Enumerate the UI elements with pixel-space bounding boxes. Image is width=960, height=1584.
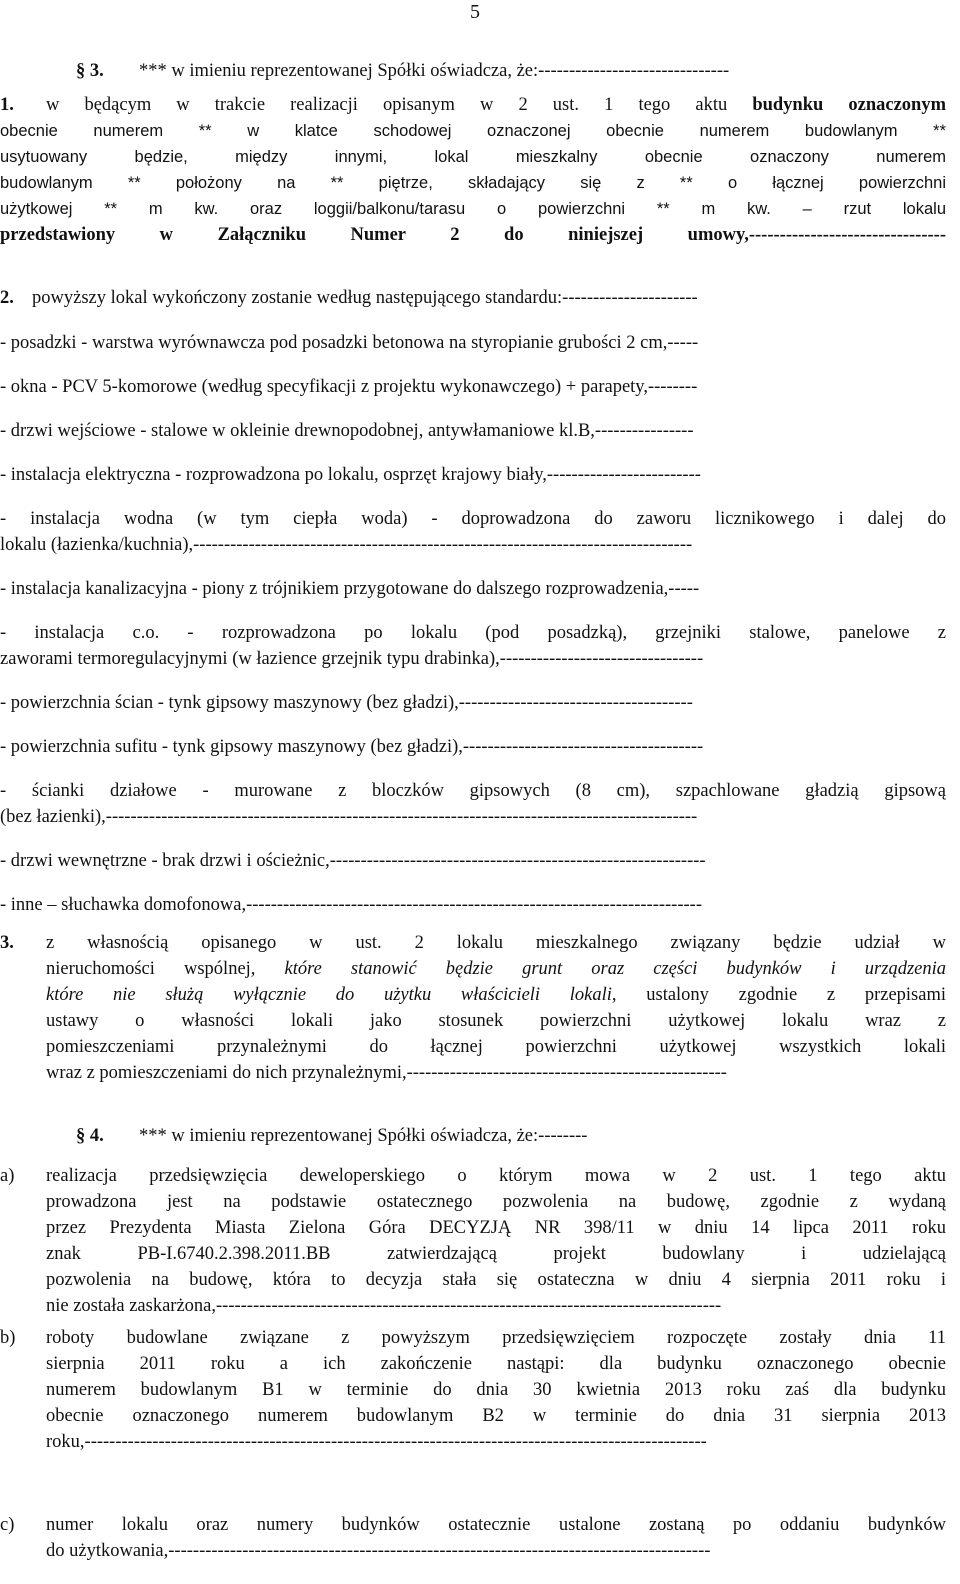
list-item: - instalacja elektryczna - rozprowadzona po lokalu, osprzęt krajowy biały,------------------------- (0, 465, 701, 485)
section-4-text: *** w imieniu reprezentowanej Spółki oświadcza, że:-------- (139, 1126, 588, 1146)
list-item: - inne – słuchawka domofonowa,-------------------------------------------------------------------------- (0, 895, 702, 915)
point-1-line: użytkowej ** m kw. oraz loggii/balkonu/tarasu o powierzchni ** m kw. – rzut lokalu (0, 200, 946, 218)
point-1-line: usytuowany będzie, między innymi, lokal mieszkalny obecnie oznaczony numerem (0, 148, 946, 166)
list-item: - ścianki działowe - murowane z bloczków gipsowych (8 cm), szpachlowane gładzią gipsową (0, 781, 946, 801)
list-item-continuation: (bez łazienki),------------------------------------------------------------------------------------------------ (0, 807, 698, 827)
italic-run: które nie służą wyłącznie do użytku właścicieli lokali (46, 985, 612, 1005)
item-b-body (46, 1325, 946, 1455)
item-c-marker: c) (0, 1515, 15, 1535)
point-1-line: obecnie numerem ** w klatce schodowej oznaczonej obecnie numerem budowlanym ** (0, 122, 946, 140)
item-a-line: znak PB-I.6740.2.398.2011.BB zatwierdzającą projekt budowlany i udzielającą (46, 1244, 946, 1264)
item-a-line: pozwolenia na budowę, która to decyzja stała się ostateczna w dniu 4 sierpnia 2011 roku i (46, 1270, 946, 1290)
point-1-line: w będącym w trakcie realizacji opisanym w 2 ust. 1 tego aktu budynku oznaczonym (46, 95, 946, 115)
point-3-line: z własnością opisanego w ust. 2 lokalu mieszkalnego związany będzie udział w (46, 933, 946, 953)
italic-run: które stanowić będzie grunt oraz części budynków i urządzenia (284, 959, 946, 979)
point-2-number: 2. (0, 288, 14, 308)
text-run: , ustalony zgodnie z przepisami (611, 985, 946, 1005)
list-item: - instalacja wodna (w tym ciepła woda) - doprowadzona do zaworu licznikowego i dalej do (0, 509, 946, 529)
standard-list (0, 330, 946, 918)
point-1-number: 1. (0, 95, 14, 115)
list-item: - instalacja c.o. - rozprowadzona po lokalu (pod posadzką), grzejniki stalowe, panelowe z (0, 623, 946, 643)
list-item: - drzwi wejściowe - stalowe w okleinie drewnopodobnej, antywłamaniowe kl.B,---------------- (0, 421, 694, 441)
item-a-line: przez Prezydenta Miasta Zielona Góra DECYZJĄ NR 398/11 w dniu 14 lipca 2011 roku (46, 1218, 946, 1238)
text-run: nieruchomości wspólnej, (46, 959, 285, 979)
point-3-line: wraz z pomieszczeniami do nich przynależnymi,---------------------------------------------------- (46, 1063, 727, 1083)
item-b-line: roku,----------------------------------------------------------------------------------------------------- (46, 1432, 707, 1452)
section-3-heading (76, 58, 729, 84)
item-b-line: sierpnia 2011 roku a ich zakończenie nastąpi: dla budynku oznaczonego obecnie (46, 1354, 946, 1374)
point-1 (46, 92, 946, 118)
item-c-line: do użytkowania,---------------------------------------------------------------------------------------- (46, 1541, 711, 1561)
point-3-line (46, 982, 946, 1008)
point-3-line: pomieszczeniami przynależnymi do łącznej powierzchni użytkowej wszystkich lokali (46, 1037, 946, 1057)
point-3-line (46, 956, 946, 982)
item-b-line: obecnie oznaczonego numerem budowlanym B2 w terminie do dnia 31 sierpnia 2013 (46, 1406, 946, 1426)
list-item: - powierzchnia sufitu - tynk gipsowy maszynowy (bez gładzi),--------------------------------------- (0, 737, 704, 757)
list-item-continuation: zaworami termoregulacyjnymi (w łazience grzejnik typu drabinka),--------------------------------- (0, 649, 704, 669)
section-3-number: § 3. (76, 61, 104, 81)
item-c-body (46, 1512, 946, 1564)
item-b-marker: b) (0, 1328, 16, 1348)
item-a-line: nie została zaskarżona,---------------------------------------------------------------------------------- (46, 1296, 722, 1316)
point-3-line: ustawy o własności lokali jako stosunek powierzchni użytkowej lokalu wraz z (46, 1011, 946, 1031)
list-item-continuation: lokalu (łazienka/kuchnia),--------------------------------------------------------------------------------- (0, 535, 693, 555)
page-number: 5 (470, 1, 480, 23)
item-b-line: numerem budowlanym B1 w terminie do dnia 30 kwietnia 2013 roku zaś dla budynku (46, 1380, 946, 1400)
item-a-body (46, 1163, 946, 1319)
point-1-body (0, 118, 946, 248)
item-a-marker: a) (0, 1166, 15, 1186)
point-3-number: 3. (0, 933, 14, 953)
list-item: - posadzki - warstwa wyrównawcza pod posadzki betonowa na styropianie grubości 2 cm,----- (0, 333, 699, 353)
point-2-intro: powyższy lokal wykończony zostanie według następującego standardu:---------------------- (32, 288, 698, 308)
list-item: - drzwi wewnętrzne - brak drzwi i ościeżnic,------------------------------------------------------------- (0, 851, 706, 871)
point-1-line: przedstawiony w Załączniku Numer 2 do niniejszej umowy,-------------------------------- (0, 225, 946, 245)
point-3-line-text (46, 959, 946, 979)
section-3-text: *** w imieniu reprezentowanej Spółki oświadcza, że:------------------------------- (139, 61, 730, 81)
list-item: - okna - PCV 5-komorowe (według specyfikacji z projektu wykonawczego) + parapety,-------- (0, 377, 698, 397)
item-c-line: numer lokalu oraz numery budynków ostatecznie ustalone zostaną po oddaniu budynków (46, 1515, 946, 1535)
point-3-line-text (46, 985, 946, 1005)
point-1-line: budowlanym ** położony na ** piętrze, składający się z ** o łącznej powierzchni (0, 174, 946, 192)
item-b-line: roboty budowlane związane z powyższym przedsięwzięciem rozpoczęte zostały dnia 11 (46, 1328, 946, 1348)
item-a-line: realizacja przedsięwzięcia deweloperskiego o którym mowa w 2 ust. 1 tego aktu (46, 1166, 946, 1186)
list-item: - powierzchnia ścian - tynk gipsowy maszynowy (bez gładzi),-------------------------------------- (0, 693, 693, 713)
point-3-body (46, 930, 946, 1086)
section-4-number: § 4. (76, 1126, 104, 1146)
item-a-line: prowadzona jest na podstawie ostatecznego pozwolenia na budowę, zgodnie z wydaną (46, 1192, 946, 1212)
section-4-heading (76, 1123, 587, 1149)
list-item: - instalacja kanalizacyjna - piony z trójnikiem przygotowane do dalszego rozprowadzenia,----- (0, 579, 700, 599)
